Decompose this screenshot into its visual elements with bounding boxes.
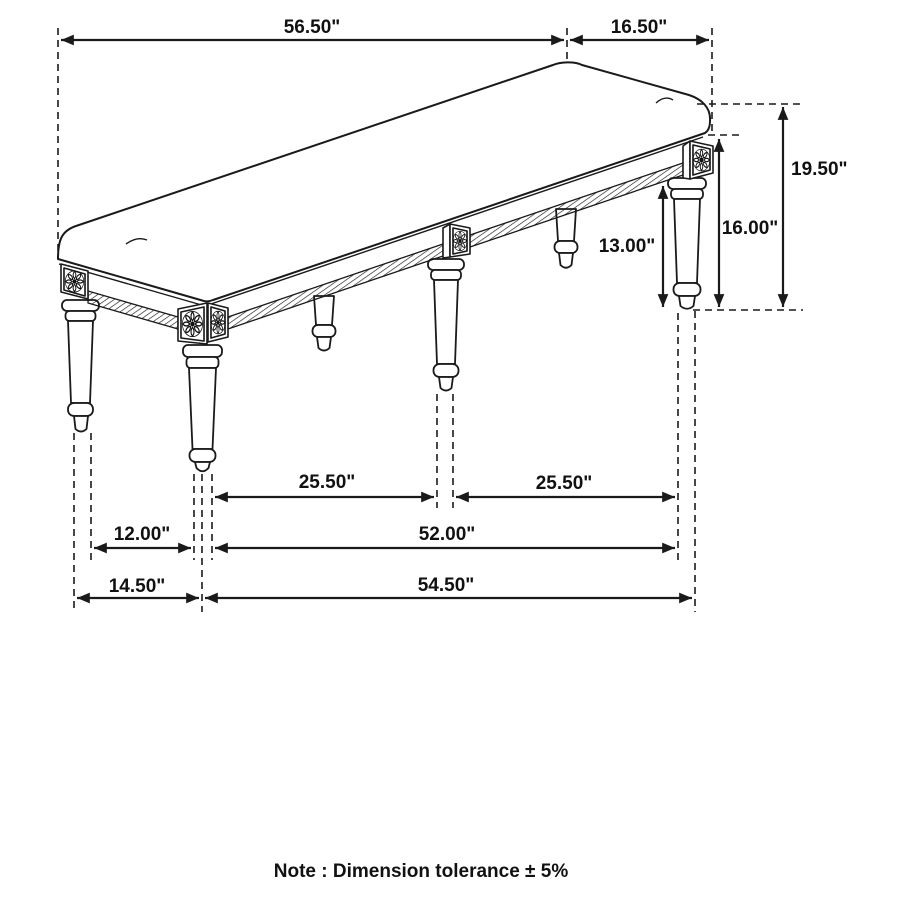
dim-label-base-length: 54.50" [417,575,475,596]
dim-label-overall-length: 56.50" [283,17,341,38]
bench-leg-left [62,300,99,432]
dim-label-overall-depth: 16.50" [610,17,668,38]
dim-label-apron-clearance: 13.00" [598,236,656,257]
tolerance-note: Note : Dimension tolerance ± 5% [273,861,569,882]
dim-label-leg-span-left: 25.50" [298,472,356,493]
dim-label-end-span: 14.50" [108,576,166,597]
corner-post-middle [443,224,470,258]
corner-post-front [178,303,228,344]
corner-post-left [61,264,88,299]
dim-label-overall-height: 19.50" [791,159,848,180]
dim-label-seat-frame-height: 16.00" [721,218,779,239]
corner-post-right [683,141,713,179]
bench-leg-front-right [668,178,706,309]
dim-label-inner-leg-length: 52.00" [418,524,476,545]
bench-drawing [58,62,713,471]
bench-leg-front-corner [183,345,222,471]
dim-label-leg-span-right: 25.50" [535,473,593,494]
bench-leg-front-middle [428,259,464,391]
dim-label-end-leg-gap: 12.00" [113,524,171,545]
bench-back-leg-middle [313,296,336,351]
